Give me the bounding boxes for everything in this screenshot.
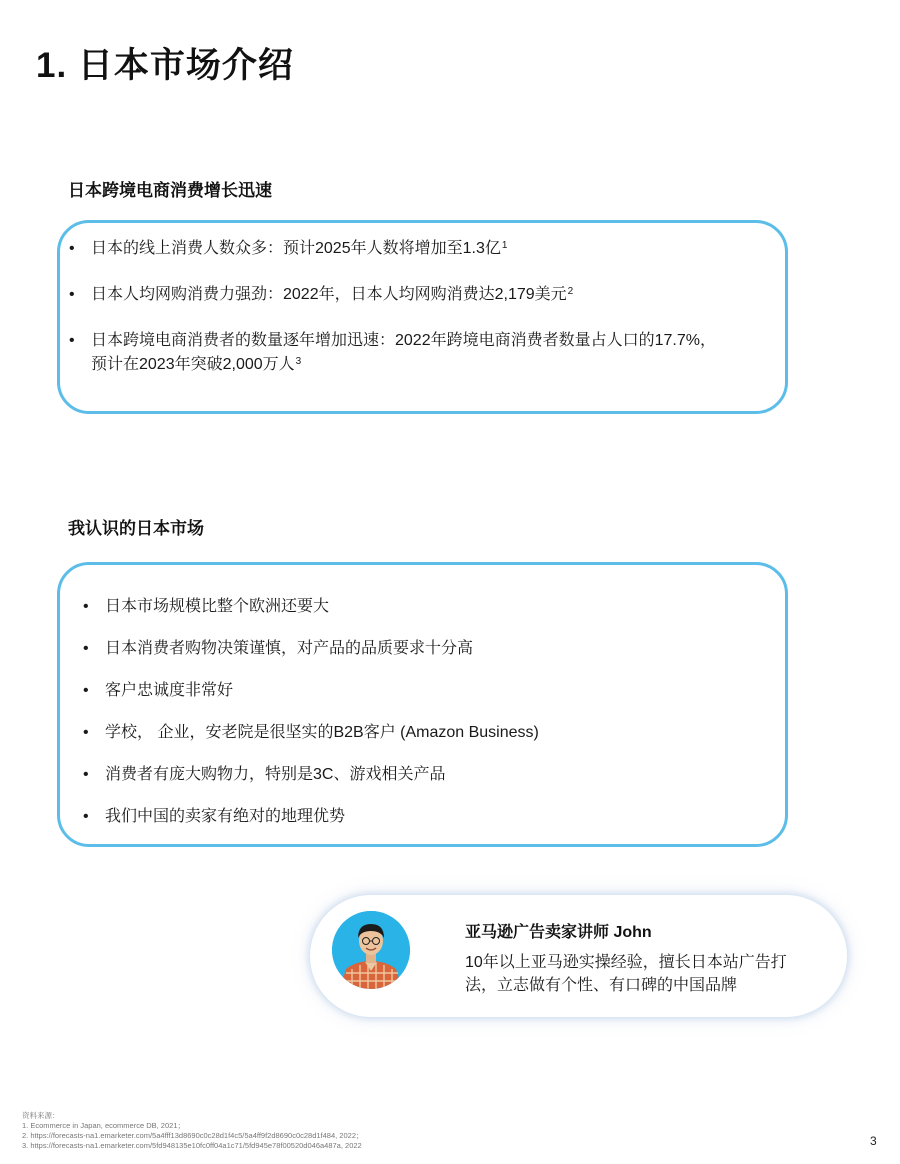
market-points-box [57,562,788,847]
list-item: • 日本的线上消费人数众多：预计2025年人数将增加至1.3亿$^1$ [91,237,785,261]
footnote-label: 资料来源： [22,1111,60,1120]
section-heading-market: 我认识的日本市场 [68,519,204,538]
bullet-icon: • [83,598,89,615]
footnote-item: 2. https://forecasts-na1.emarketer.com/5a4fff13d8690c0c28d1f4c5/5a4ff9f2d8690c0c28d1f484, 2022； [22,1131,364,1140]
footnote-item: 3. https://forecasts-na1.emarketer.com/5fd948135e10fc0ff04a1c71/5fd945e78f00520d046a487a, 2022 [22,1141,362,1150]
list-item: • 日本跨境电商消费者的数量逐年增加迅速：2022年跨境电商消费者数量占人口的17.7%， 预计在2023年突破2,000万人$^3$ [91,329,785,377]
growth-points-box [57,220,788,414]
footnotes [22,1111,364,1151]
list-item: • 我们中国的卖家有绝对的地理优势 [105,805,785,847]
bullet-icon: • [83,724,89,741]
bullet-icon: • [83,640,89,657]
section-heading-growth: 日本跨境电商消费增长迅速 [68,181,272,200]
footnote-item: 1. Ecommerce in Japan, ecommerce DB, 2021； [22,1121,185,1130]
bullet-icon: • [69,332,75,349]
page-title: 1. 日本市场介绍 [36,46,294,85]
bullet-icon: • [83,682,89,699]
footnote-ref: 2 [567,286,574,297]
person-photo-icon [332,911,410,989]
list-item: • 客户忠诚度非常好 [105,679,785,721]
footnote-ref: 3 [295,356,302,367]
speaker-card [310,895,847,1017]
speaker-description: 10年以上亚马逊实操经验，擅长日本站广告打 法，立志做有个性、有口碑的中国品牌 [465,954,787,994]
list-item: • 日本市场规模比整个欧洲还要大 [105,595,785,637]
speaker-name: 亚马逊广告卖家讲师 John [465,924,652,941]
bullet-icon: • [83,808,89,825]
bullet-icon: • [83,766,89,783]
list-item: • 学校， 企业，安老院是很坚实的B2B客户 (Amazon Business) [105,721,785,763]
list-item: • 日本人均网购消费力强劲：2022年，日本人均网购消费达2,179美元$^2$ [91,283,785,307]
bullet-icon: • [69,286,75,303]
bullet-icon: • [69,240,75,257]
list-item: • 消费者有庞大购物力，特别是3C、游戏相关产品 [105,763,785,805]
list-item: • 日本消费者购物决策谨慎，对产品的品质要求十分高 [105,637,785,679]
page-number: 3 [870,1134,877,1148]
avatar [332,911,410,989]
footnote-ref: 1 [501,240,508,251]
